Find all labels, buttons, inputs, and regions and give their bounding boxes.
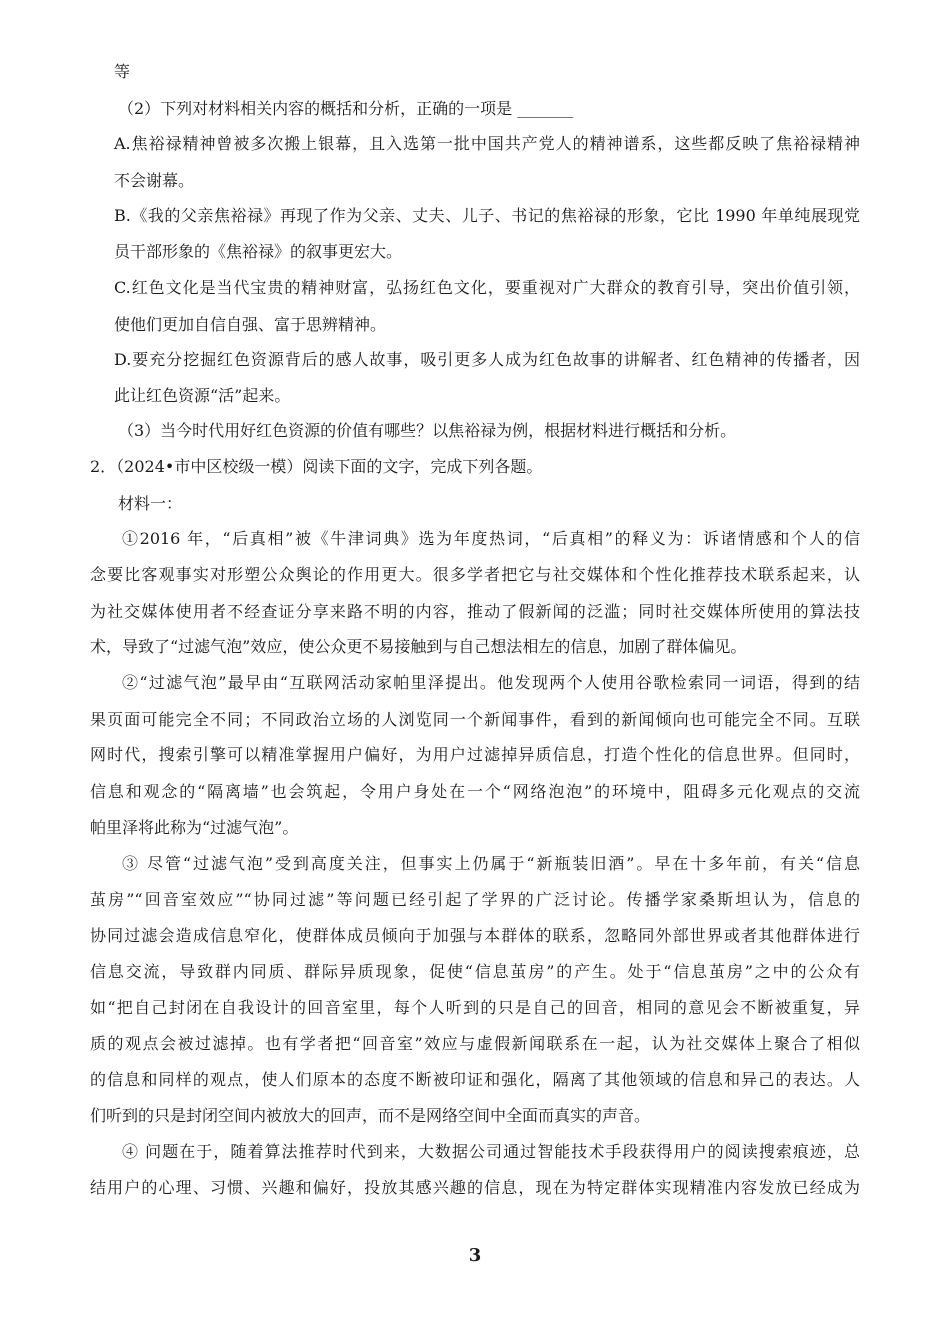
option-a-line-2: 不会谢幕。: [114, 171, 195, 190]
paragraph-3-line-7: 的信息和同样的观点，使人们原本的态度不断被印证和强化，隔离了其他领域的信息和异己的表达。人: [90, 1070, 860, 1089]
material-one-label: 材料一：: [118, 494, 183, 513]
paragraph-2-line-3: 网时代，搜索引擎可以精准掌握用户偏好，为用户过滤掉异质信息，打造个性化的信息世界。但同时，: [90, 745, 860, 764]
paragraph-2-line-2: 果页面可能完全不同；不同政治立场的人浏览同一个新闻事件，看到的新闻倾向也可能完全不同。互联: [90, 710, 860, 729]
paragraph-4-line-1: ④ 问题在于，随着算法推荐时代到来，大数据公司通过智能技术手段获得用户的阅读搜索痕迹，总: [122, 1142, 860, 1161]
option-a-line-1: A.焦裕禄精神曾被多次搬上银幕，且入选第一批中国共产党人的精神谱系，这些都反映了焦裕禄精神: [114, 134, 860, 153]
paragraph-1-line-2: 念要比客观事实对形塑公众舆论的作用更大。很多学者把它与社交媒体和个性化推荐技术联系起来，认: [90, 565, 860, 584]
paragraph-2-line-1: ②“过滤气泡”最早由“互联网活动家帕里泽提出。他发现两个人使用谷歌检索同一词语，得到的结: [122, 673, 860, 692]
paragraph-3-line-3: 协同过滤会造成信息窄化，使群体成员倾向于加强与本群体的联系，忽略同外部世界或者其他群体进行: [90, 926, 860, 945]
option-c-line-1: C.红色文化是当代宝贵的精神财富，弘扬红色文化，要重视对广大群众的教育引导，突出价值引领，: [114, 278, 860, 297]
option-b-line-1: B.《我的父亲焦裕禄》再现了作为父亲、丈夫、儿子、书记的焦裕禄的形象，它比 1990 年单纯展现党: [114, 206, 860, 225]
paragraph-1-line-3: 为社交媒体使用者不经查证分享来路不明的内容，推动了假新闻的泛滥；同时社交媒体所使用的算法技: [90, 602, 860, 621]
paragraph-3-line-1: ③ 尽管“过滤气泡”受到高度关注，但事实上仍属于“新瓶装旧酒”。早在十多年前，有关“信息: [122, 854, 860, 873]
paragraph-3-line-4: 信息交流，导致群内同质、群际异质现象，促使“信息茧房”的产生。处于“信息茧房”之中的公众有: [90, 962, 860, 981]
option-d-line-2: 此让红色资源“活”起来。: [114, 386, 291, 405]
option-b-line-2: 员干部形象的《焦裕禄》的叙事更宏大。: [114, 242, 403, 261]
paragraph-1-line-1: ①2016 年，“后真相”被《牛津词典》选为年度热词，“后真相”的释义为：诉诸情感和个人的信: [122, 529, 860, 548]
paragraph-3-line-6: 质的观点会被过滤掉。也有学者把“回音室”效应与虚假新闻联系在一起，认为社交媒体上聚合了相似: [90, 1034, 860, 1053]
paragraph-3-line-8: 们听到的只是封闭空间内被放大的回声，而不是网络空间中全面而真实的声音。: [90, 1106, 651, 1125]
paragraph-2-line-5: 帕里泽将此称为“过滤气泡”。: [90, 818, 299, 837]
question-heading-2: 2．（2024•市中区校级一模）阅读下面的文字，完成下列各题。: [90, 457, 543, 476]
paragraph-3-line-2: 茧房”“回音室效应”“协同过滤”等问题已经引起了学界的广泛讨论。传播学家桑斯坦认为，信息的: [90, 890, 860, 909]
question-3-stem: （3）当今时代用好红色资源的价值有哪些？以焦裕禄为例，根据材料进行概括和分析。: [118, 421, 737, 440]
paragraph-2-line-4: 信息和观念的“隔离墙”也会筑起，令用户身处在一个“网络泡泡”的环境中，阻碍多元化观点的交流: [90, 782, 860, 801]
page-number: 3: [468, 1245, 482, 1266]
text-line-continuation: 等: [114, 62, 131, 81]
paragraph-4-line-2: 结用户的心理、习惯、兴趣和偏好，投放其感兴趣的信息，现在为特定群体实现精准内容发放已经成为: [90, 1178, 860, 1197]
option-d-line-1: D.要充分挖掘红色资源背后的感人故事，吸引更多人成为红色故事的讲解者、红色精神的传播者，因: [114, 350, 860, 369]
paragraph-1-line-4: 术，导致了“过滤气泡”效应，使公众更不易接触到与自己想法相左的信息，加剧了群体偏见。: [90, 637, 747, 656]
paragraph-3-line-5: 如“把自己封闭在自我设计的回音室里，每个人听到的只是自己的回音，相同的意见会不断被重复，异: [90, 998, 860, 1017]
option-c-line-2: 使他们更加自信自强、富于思辨精神。: [114, 315, 387, 334]
question-2-stem: （2）下列对材料相关内容的概括和分析，正确的一项是 _______: [118, 99, 574, 118]
